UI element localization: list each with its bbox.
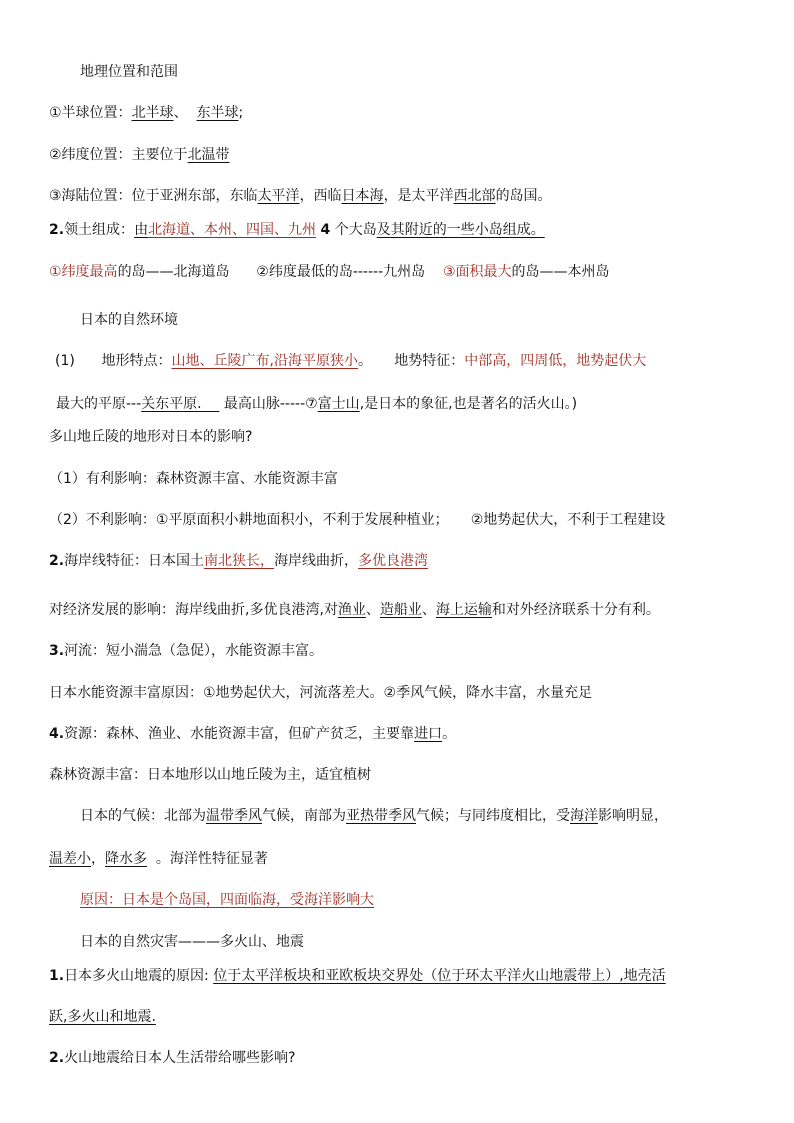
line-economic-influence: 对经济发展的影响：海岸线曲折,多优良港湾,对渔业、造船业、海上运输和对外经济联系十分有利。 [49,602,660,618]
answer-four-islands: 北海道、本州、四国、九州 [148,222,317,238]
line-forest: 森林资源丰富：日本地形以山地丘陵为主，适宜植树 [49,767,371,783]
line-territory: 2.领土组成：由北海道、本州、四国、九州 4 个大岛及其附近的一些小岛组成。 [49,222,545,238]
heading-natural-environment: 日本的自然环境 [80,312,178,328]
line-terrain: (1) 地形特点：山地、丘陵广布,沿海平原狭小。 地势特征：中部高，四周低，地势起伏大 [55,353,647,369]
line-hemisphere: ①半球位置：北半球、 东半球; [49,105,244,121]
heading-natural-disasters: 日本的自然灾害———多火山、地震 [80,934,304,950]
line-climate: 日本的气候：北部为温带季风气候，南部为亚热带季风气候；与同纬度相比，受海洋影响明显， [80,808,668,824]
heading-geo-location: 地理位置和范围 [80,64,178,80]
line-latitude: ②纬度位置：主要位于北温带 [49,147,230,163]
question-disaster-impact: 2.火山地震给日本人生活带给哪些影响? [49,1050,296,1066]
answer-climate-reason: 原因：日本是个岛国，四面临海，受海洋影响大 [80,892,374,908]
line-rivers: 3.河流：短小湍急（急促），水能资源丰富。 [49,643,324,659]
answer-north-temperate: 北温带 [187,147,230,163]
line-sea-land: ③海陆位置：位于亚洲东部，东临太平洋，西临日本海，是太平洋西北部的岛国。 [49,188,552,204]
answer-harbors: 多优良港湾 [358,553,429,569]
line-islands: ①纬度最高的岛——北海道岛 ②纬度最低的岛------九州岛 ③面积最大的岛——本州岛 [49,264,610,280]
answer-north-hemisphere: 北半球 [131,105,174,121]
answer-relief: 中部高，四周低，地势起伏大 [464,353,647,369]
answer-terrain: 山地、丘陵广布,沿海平原狭小 [171,353,358,369]
line-coastline: 2.海岸线特征：日本国土南北狭长，海岸线曲折，多优良港湾 [49,553,429,569]
line-plain-mountain: 最大的平原---关东平原. 最高山脉-----⑦富士山,是日本的象征,也是著名的活火山。) [56,396,578,412]
line-hydro-reason: 日本水能资源丰富原因：①地势起伏大，河流落差大。②季风气候，降水丰富，水量充足 [49,685,593,701]
question-terrain-influence: 多山地丘陵的地形对日本的影响? [49,429,253,445]
line-disaster-cause-cont: 跃,多火山和地震. [49,1009,156,1025]
line-disaster-cause: 1.日本多火山地震的原因: 位于太平洋板块和亚欧板块交界处（位于环太平洋火山地震带上）,地壳活 [49,968,666,984]
line-climate-features: 温差小，降水多 。海洋性特征显著 [49,851,268,867]
line-resources: 4.资源：森林、渔业、水能资源丰富，但矿产贫乏，主要靠进口。 [49,726,457,742]
answer-east-hemisphere: 东半球 [196,105,239,121]
line-climate-reason [80,890,794,910]
line-advantages: （1）有利影响：森林资源丰富、水能资源丰富 [49,471,338,487]
line-disadvantages: （2）不利影响：①平原面积小耕地面积小，不利于发展种植业； ②地势起伏大，不利于工程建设 [49,512,666,528]
